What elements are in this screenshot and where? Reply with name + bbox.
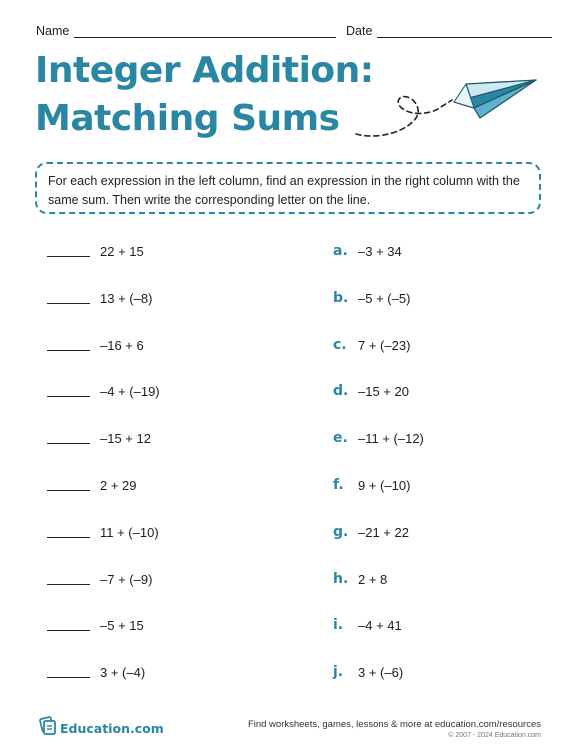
choice-letter: g. [333,523,349,540]
answer-blank[interactable] [47,537,90,538]
right-expression: 9 + (–10) [358,477,411,493]
right-expression: 3 + (–6) [358,665,404,681]
left-expression: 3 + (–4) [100,665,146,681]
left-expression: 13 + (–8) [100,290,153,306]
answer-blank[interactable] [47,630,90,631]
name-label: Name [36,24,70,38]
left-item [47,330,287,377]
choice-letter: j. [333,664,344,681]
left-column [47,236,287,704]
answer-blank[interactable] [47,584,90,585]
instructions-box [35,162,541,214]
right-expression: 7 + (–23) [358,337,411,353]
right-item [333,236,573,283]
left-expression: –16 + 6 [100,337,144,353]
left-expression: –4 + (–19) [100,384,160,400]
right-expression: –15 + 20 [358,384,409,400]
worksheet-title [35,47,374,143]
right-expression: 2 + 8 [358,571,388,587]
right-item [333,423,573,470]
title-line-1: Integer Addition: [35,50,374,91]
answer-blank[interactable] [47,303,90,304]
right-expression: –4 + 41 [358,618,402,634]
right-item [333,376,573,423]
right-item [333,330,573,377]
education-logo-icon [38,716,58,736]
name-date-header [36,24,552,40]
right-expression: –21 + 22 [358,524,409,540]
left-item [47,657,287,704]
answer-blank[interactable] [47,677,90,678]
left-item [47,283,287,330]
answer-blank[interactable] [47,490,90,491]
footer [248,719,541,739]
left-item [47,470,287,517]
choice-letter: b. [333,289,349,306]
left-item [47,610,287,657]
choice-letter: d. [333,383,349,400]
title-line-2: Matching Sums [35,98,340,139]
left-item [47,236,287,283]
left-item [47,423,287,470]
brand-name: Education.com [60,721,164,736]
right-item [333,564,573,611]
date-field-line[interactable] [377,37,552,38]
footer-copyright: © 2007 - 2024 Education.com [448,732,541,739]
left-expression: –15 + 12 [100,431,151,447]
right-item [333,610,573,657]
paper-plane-icon [348,62,538,146]
right-expression: –11 + (–12) [358,431,424,447]
answer-blank[interactable] [47,396,90,397]
name-field-line[interactable] [74,37,336,38]
left-item [47,376,287,423]
left-expression: –7 + (–9) [100,571,153,587]
answer-blank[interactable] [47,350,90,351]
choice-letter: f. [333,476,344,493]
instructions-text: For each expression in the left column, find an expression in the right column with the same sum. Then write the corresponding letter on the line. [48,174,520,207]
answer-blank[interactable] [47,443,90,444]
date-label: Date [346,24,373,38]
choice-letter: e. [333,430,348,447]
right-item [333,283,573,330]
right-item [333,517,573,564]
left-expression: 22 + 15 [100,244,144,259]
answer-blank[interactable] [47,256,90,257]
footer-tagline: Find worksheets, games, lessons & more at education.com/resources [247,719,541,730]
choice-letter: i. [333,617,344,634]
choice-letter: a. [333,243,348,259]
left-item [47,517,287,564]
right-expression: –3 + 34 [358,244,402,259]
choice-letter: h. [333,570,349,587]
right-item [333,657,573,704]
right-column [333,236,573,704]
left-expression: 11 + (–10) [100,524,159,540]
right-item [333,470,573,517]
left-expression: –5 + 15 [100,618,144,634]
right-expression: –5 + (–5) [358,290,411,306]
left-item [47,564,287,611]
choice-letter: c. [333,336,347,353]
left-expression: 2 + 29 [100,477,137,493]
